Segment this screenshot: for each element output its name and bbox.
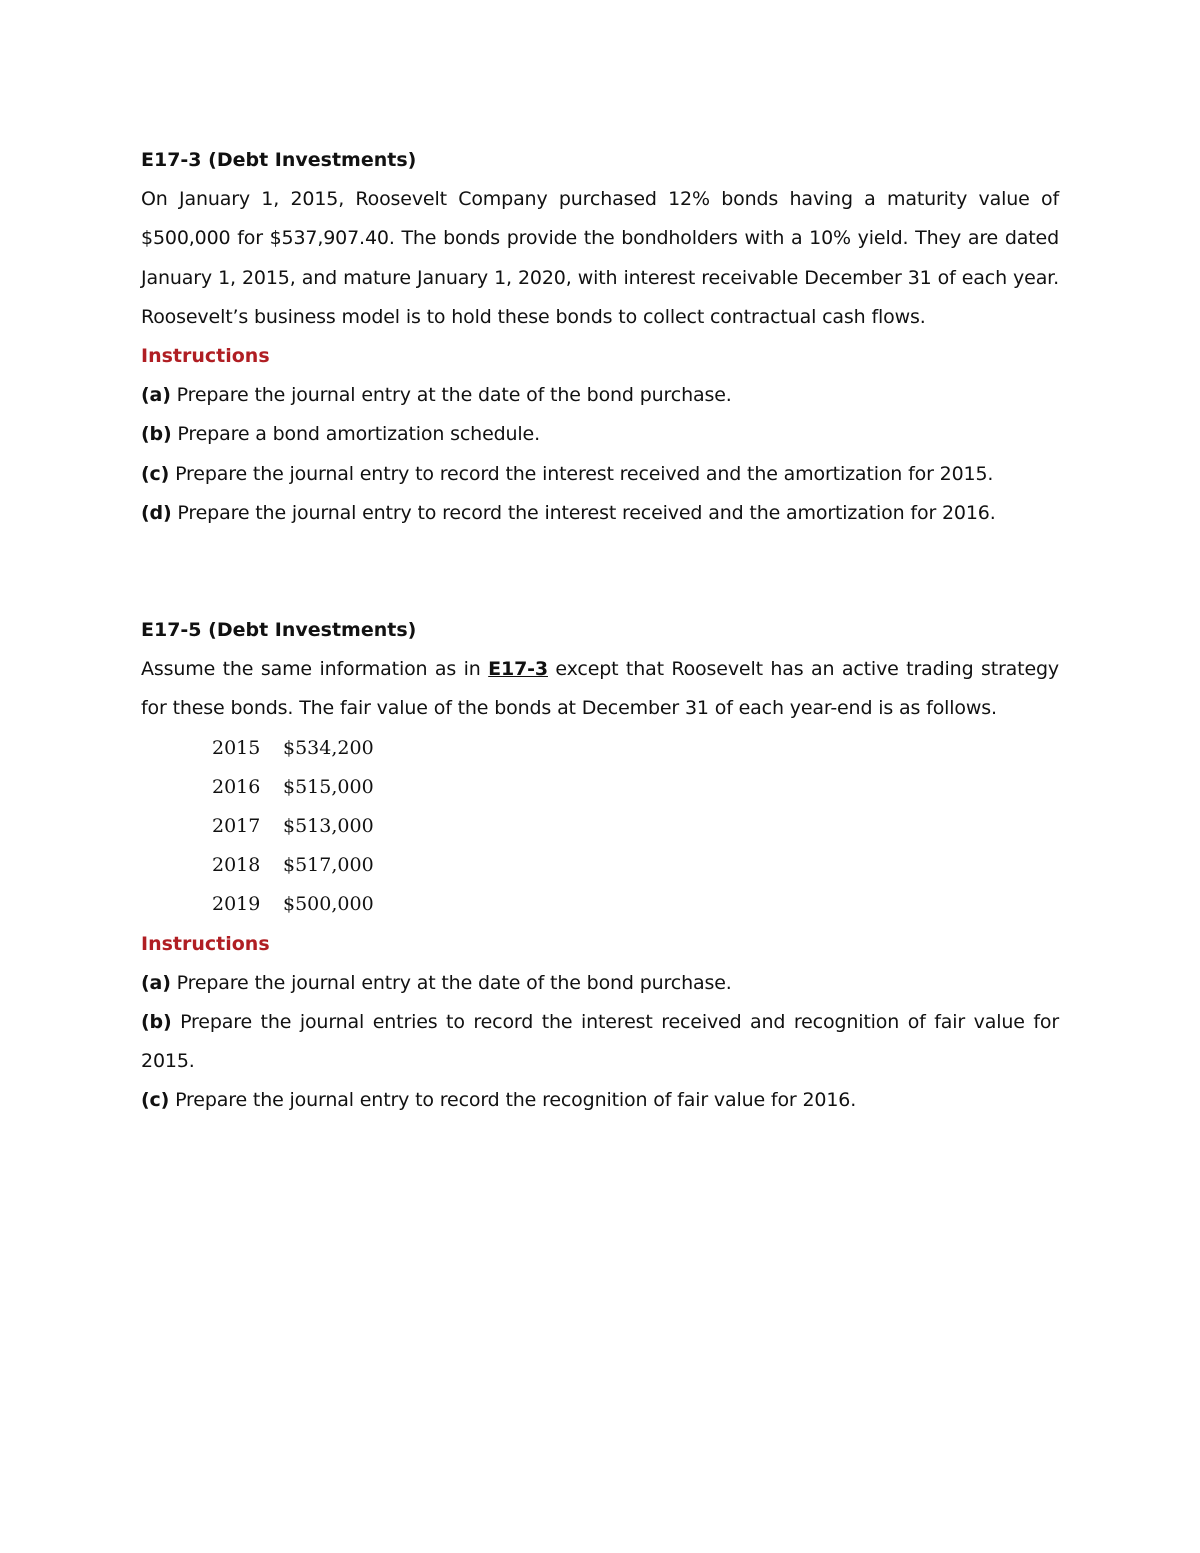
- value-cell: $515,000: [283, 775, 374, 798]
- exercise-reference-link[interactable]: E17-3: [488, 658, 548, 681]
- item-text: Prepare the journal entries to record the interest received and recognition of fair value for 2015.: [141, 1011, 1059, 1073]
- fair-value-table: [212, 729, 374, 925]
- instructions-heading: Instructions: [141, 932, 270, 955]
- item-label: (c): [141, 1089, 170, 1112]
- item-label: (a): [141, 384, 171, 407]
- instruction-item-a: [141, 376, 1059, 415]
- instruction-item-b: [141, 415, 1059, 454]
- item-text: Prepare the journal entry to record the interest received and the amortization for 2016.: [171, 501, 996, 524]
- instruction-item-d: [141, 494, 1059, 533]
- item-text: Prepare the journal entry to record the recognition of fair value for 2016.: [169, 1089, 857, 1112]
- item-label: (b): [141, 1011, 172, 1034]
- value-cell: $534,200: [283, 736, 374, 759]
- year-cell: 2016: [212, 775, 261, 798]
- exercise-e17-3-title: E17-3 (Debt Investments): [141, 149, 417, 171]
- item-label: (b): [141, 423, 172, 446]
- item-text: Prepare a bond amortization schedule.: [171, 423, 540, 446]
- exercise-e17-3-body: On January 1, 2015, Roosevelt Company purchased 12% bonds having a maturity value of $500,000 for $537,907.40. The bonds provide the bondholders with a 10% yield. They are dated January 1, 2015, and mature January 1, 2020, with interest receivable December 31 of each year. Roosevelt’s business model is to hold these bonds to collect contractual cash flows.: [141, 188, 1059, 328]
- document-content: [141, 141, 1059, 1121]
- year-cell: 2018: [212, 854, 261, 877]
- instruction-item-a: [141, 964, 1059, 1003]
- instruction-item-b: [141, 1003, 1059, 1081]
- year-cell: 2015: [212, 736, 261, 759]
- item-text: Prepare the journal entry at the date of the bond purchase.: [170, 384, 732, 407]
- value-cell: $500,000: [283, 893, 374, 916]
- value-cell: $513,000: [283, 815, 374, 838]
- item-text: Prepare the journal entry to record the interest received and the amortization for 2015.: [169, 462, 994, 485]
- instruction-item-c: [141, 455, 1059, 494]
- table-row: [212, 768, 374, 807]
- item-label: (a): [141, 971, 171, 994]
- item-label: (d): [141, 501, 172, 524]
- item-label: (c): [141, 462, 170, 485]
- section-spacer: [141, 533, 1059, 611]
- year-cell: 2017: [212, 815, 261, 838]
- value-cell: $517,000: [283, 854, 374, 877]
- table-row: [212, 729, 374, 768]
- year-cell: 2019: [212, 893, 261, 916]
- exercise-e17-5-body: [141, 650, 1059, 728]
- item-text: Prepare the journal entry at the date of the bond purchase.: [170, 971, 732, 994]
- exercise-e17-5-title: E17-5 (Debt Investments): [141, 619, 417, 642]
- table-row: [212, 885, 374, 924]
- body-text: except that Roosevelt has an active trading strategy for these bonds. The fair value of the bonds at December 31 of each year-end is as follows.: [141, 658, 1060, 720]
- body-text: Assume the same information as in: [141, 658, 489, 681]
- table-row: [212, 807, 374, 846]
- instruction-item-c: [141, 1081, 1059, 1120]
- instructions-heading: Instructions: [141, 345, 270, 368]
- table-row: [212, 846, 374, 885]
